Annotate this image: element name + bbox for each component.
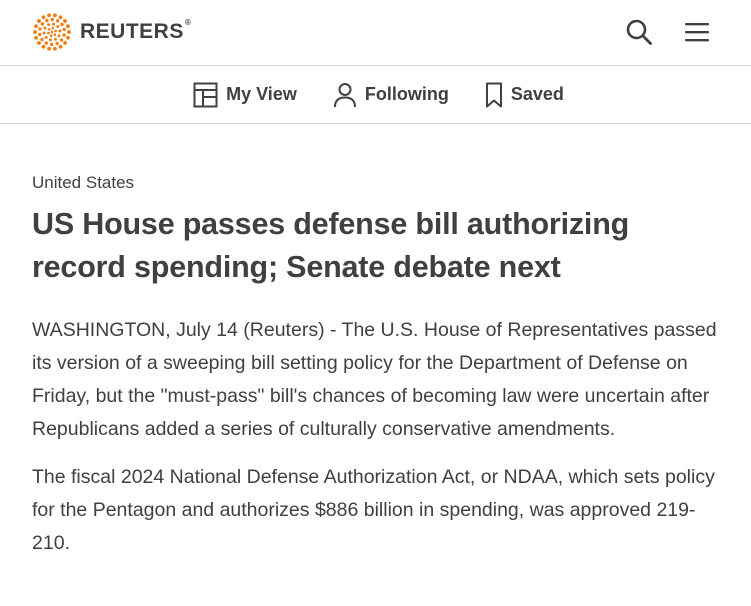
logo-dot: [52, 23, 55, 26]
logo-dot: [56, 25, 59, 28]
article: [0, 173, 751, 560]
logo-dot: [37, 41, 41, 45]
logo-dot: [45, 19, 48, 22]
logo-dot: [50, 43, 53, 46]
person-icon: [333, 82, 357, 108]
logo-dot: [40, 38, 43, 41]
logo-dot: [41, 22, 44, 25]
reuters-logo-icon: [32, 12, 72, 52]
logo-dot: [51, 31, 54, 34]
logo-dot: [56, 19, 59, 22]
logo-dot: [54, 30, 57, 33]
logo-dot: [48, 28, 51, 31]
logo-dot: [58, 34, 61, 37]
logo-dot: [60, 23, 63, 26]
logo-dot: [47, 47, 51, 51]
logo-dot: [45, 41, 48, 44]
logo-dot: [66, 24, 70, 28]
my-view-link[interactable]: [193, 82, 297, 108]
logo-dot: [63, 19, 67, 23]
logo-dot: [53, 13, 57, 17]
logo-dot: [50, 34, 53, 37]
logo-dot: [55, 42, 58, 45]
article-paragraph: The fiscal 2024 National Defense Authorization Act, or NDAA, which sets policy for the Pentagon and authorizes $886 billion in spending, was approved 219-210.: [32, 466, 715, 554]
logo-dot: [54, 38, 57, 41]
logo-dot: [47, 32, 50, 35]
logo-dot: [60, 38, 63, 41]
logo-dot: [62, 33, 65, 36]
logo-dot: [43, 32, 46, 35]
logo-dot: [53, 33, 56, 36]
hamburger-menu-icon: [684, 21, 710, 43]
menu-button[interactable]: [679, 14, 715, 50]
logo-dot: [66, 36, 70, 40]
logo-dot: [47, 23, 50, 26]
logo-dot: [63, 28, 66, 31]
logo-dot: [34, 24, 38, 28]
logo-dot: [59, 45, 63, 49]
logo-dot: [37, 19, 41, 23]
search-icon: [625, 18, 653, 46]
saved-link[interactable]: [485, 82, 564, 108]
bookmark-icon: [485, 82, 503, 108]
article-headline: US House passes defense bill authorizing record spending; Senate debate next: [32, 207, 630, 284]
logo-dot: [63, 41, 67, 45]
logo-dot: [67, 30, 71, 34]
layout-icon: [193, 82, 218, 108]
logo-dot: [59, 15, 63, 19]
logo-dot: [58, 29, 61, 32]
following-link[interactable]: [333, 82, 449, 108]
following-label: Following: [364, 84, 449, 104]
site-header: [0, 0, 751, 66]
logo-dot: [38, 33, 41, 36]
logo-dot: [43, 27, 46, 30]
logo-dot: [52, 27, 55, 30]
brand-name: REUTERS®: [80, 18, 192, 43]
logo-dot: [34, 36, 38, 40]
logo-dot: [49, 38, 52, 41]
logo-dot: [42, 45, 46, 49]
section-link[interactable]: United States: [32, 173, 135, 192]
article-paragraph: WASHINGTON, July 14 (Reuters) - The U.S. House of Representatives passed its version of a sweeping bill setting policy for the Department of Defense on Friday, but the "must-pass" bill's chances of becoming law were uncertain after Republicans added a series of culturally conservative amendments.: [32, 319, 717, 440]
logo-dot: [51, 18, 54, 21]
logo-dot: [38, 27, 41, 30]
logo-dot: [45, 36, 48, 39]
logo-dot: [53, 47, 57, 51]
search-button[interactable]: [621, 14, 657, 50]
user-subnav: [0, 66, 751, 124]
saved-label: Saved: [510, 84, 564, 104]
reuters-logo[interactable]: [32, 12, 191, 52]
logo-dot: [42, 15, 46, 19]
logo-dot: [33, 30, 37, 34]
logo-dot: [47, 13, 51, 17]
registered-mark: ®: [184, 18, 192, 27]
my-view-label: My View: [226, 84, 297, 104]
